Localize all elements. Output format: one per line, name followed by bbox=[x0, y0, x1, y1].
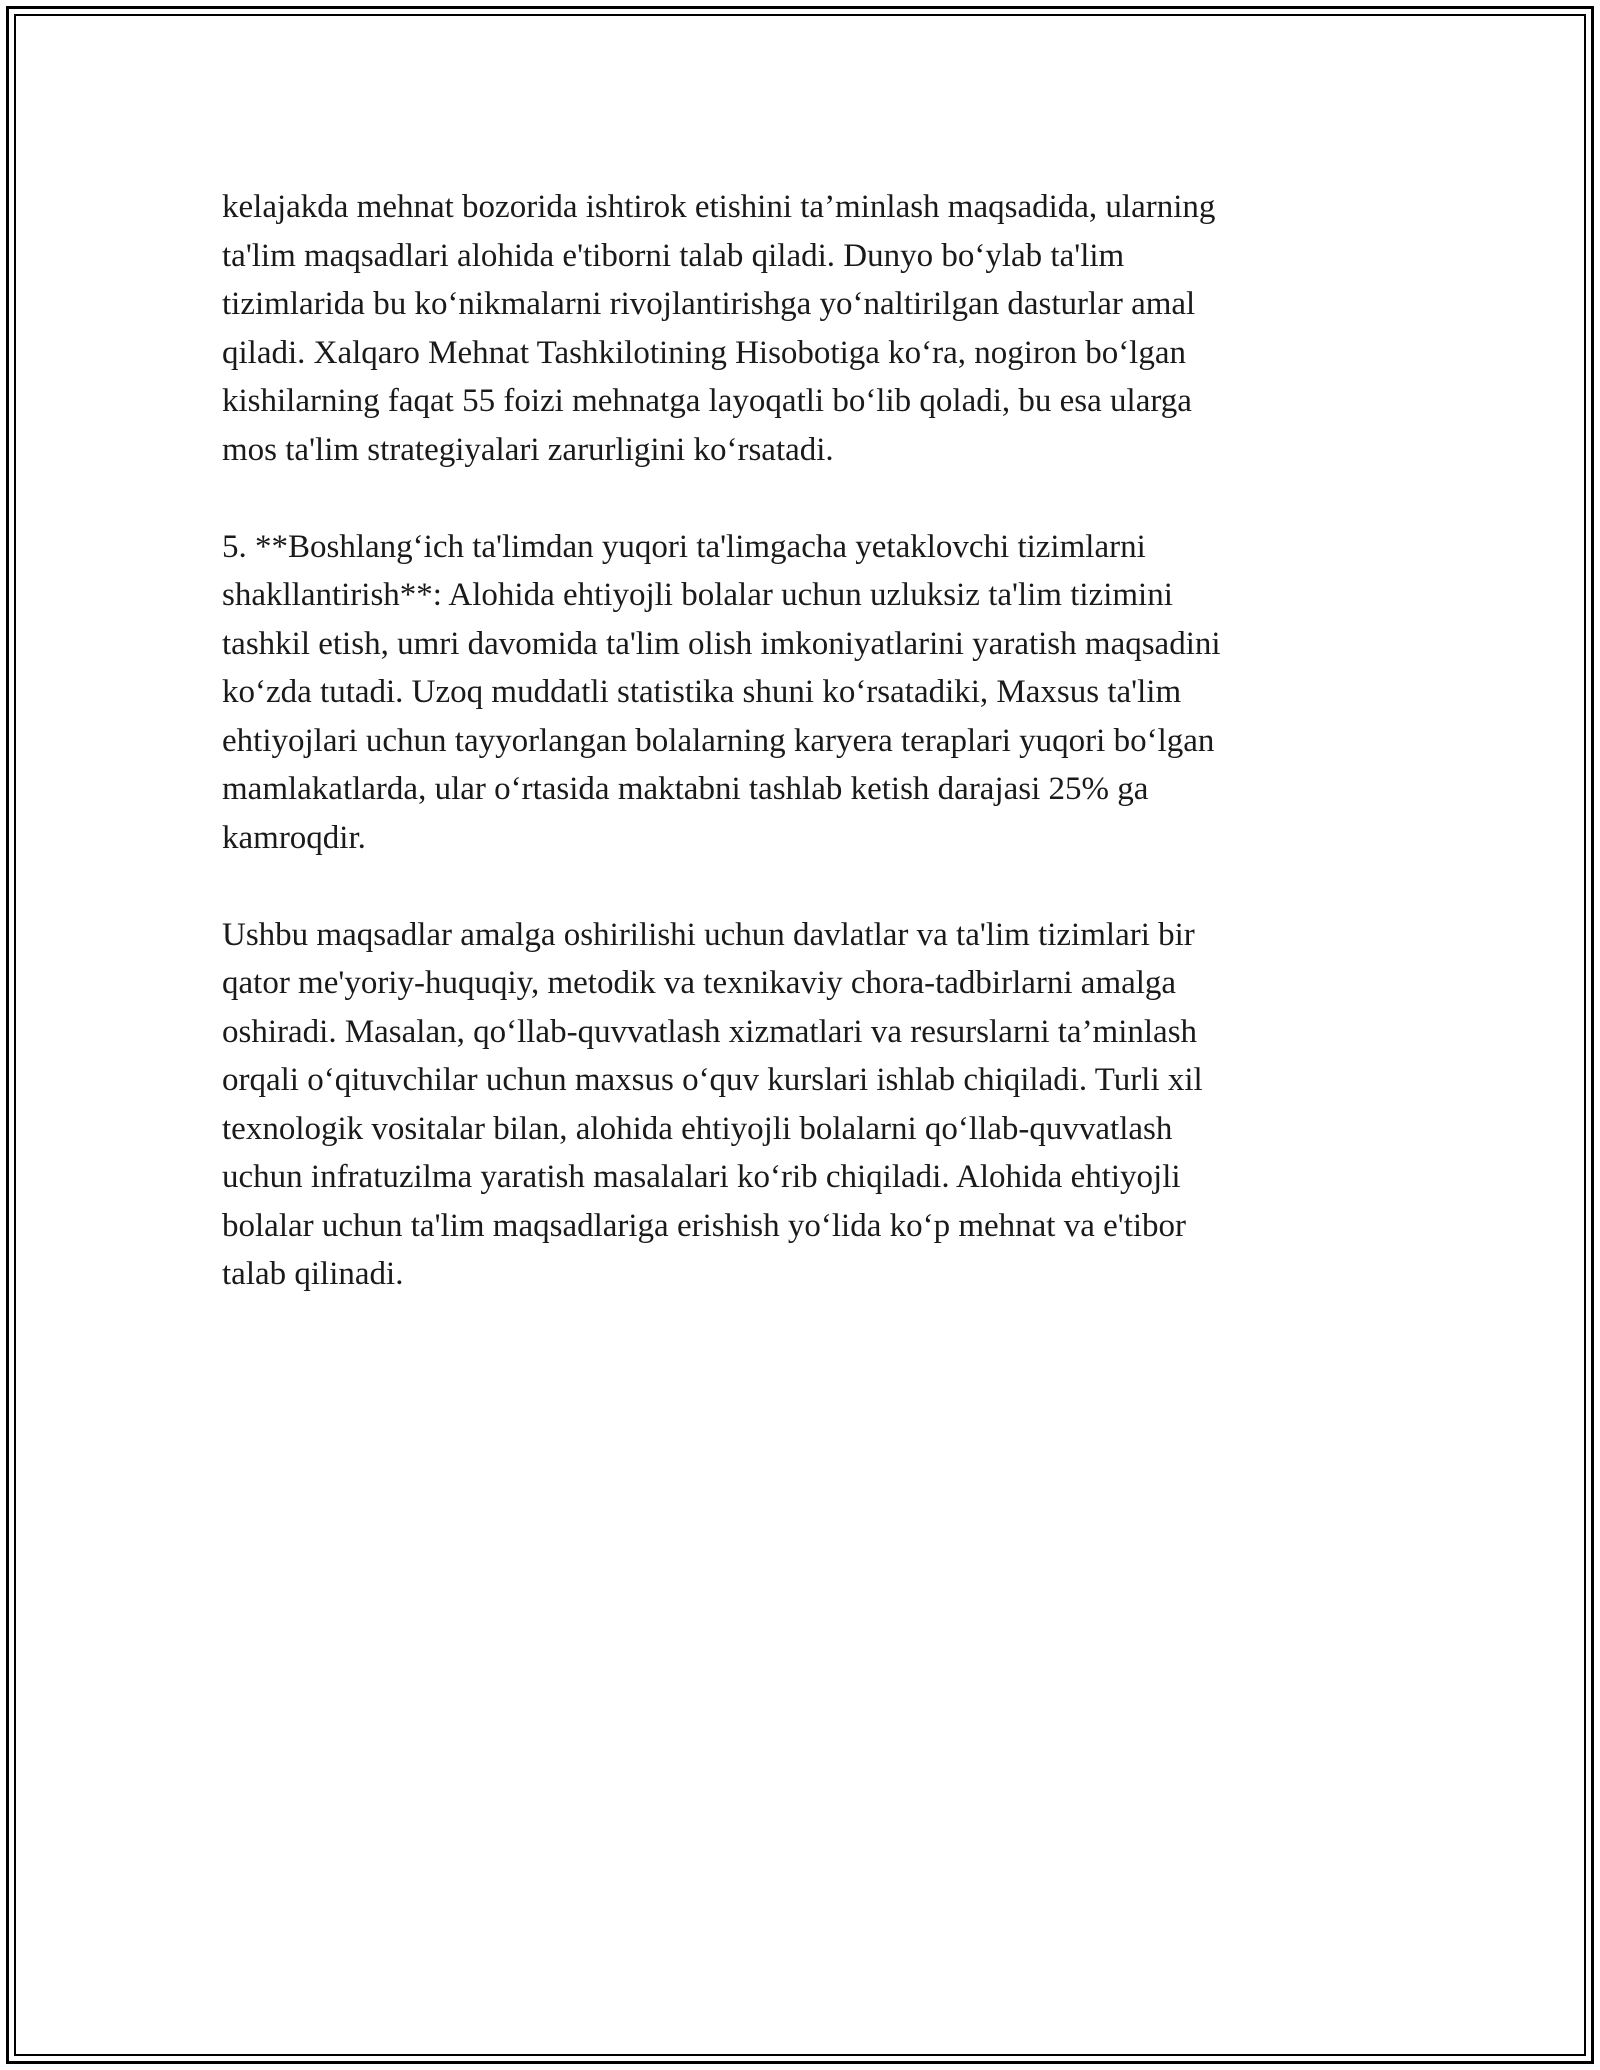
document-body bbox=[222, 183, 1372, 1347]
paragraph-implementation-measures: Ushbu maqsadlar amalga oshirilishi uchun davlatlar va ta'lim tizimlari bir qator me'yoriy-huquqiy, metodik va texnikaviy chora-tadbirlarni amalga oshiradi. Masalan, qo‘llab-quvvatlash xizmatlari va resurslarni ta’minlash orqali o‘qituvchilar uchun maxsus o‘quv kurslari ishlab chiqiladi. Turli xil texnologik vositalar bilan, alohida ehtiyojli bolalarni qo‘llab-quvvatlash uchun infratuzilma yaratish masalalari ko‘rib chiqiladi. Alohida ehtiyojli bolalar uchun ta'lim maqsadlariga erishish yo‘lida ko‘p mehnat va e'tibor talab qilinadi. bbox=[222, 916, 1203, 1292]
paragraph-continuous-education-systems: 5. **Boshlang‘ich ta'limdan yuqori ta'limgacha yetaklovchi tizimlarni shakllantirish**: Alohida ehtiyojli bolalar uchun uzluksiz ta'lim tizimini tashkil etish, umri davomida ta'lim olish imkoniyatlarini yaratish maqsadini ko‘zda tutadi. Uzoq muddatli statistika shuni ko‘rsatadiki, Maxsus ta'lim ehtiyojlari uchun tayyorlangan bolalarning karyera teraplari yuqori bo‘lgan mamlakatlarda, ular o‘rtasida maktabni tashlab ketish darajasi 25% ga kamroqdir. bbox=[222, 528, 1221, 856]
paragraph-employment-goals: kelajakda mehnat bozorida ishtirok etishini ta’minlash maqsadida, ularning ta'lim maqsadlari alohida e'tiborni talab qiladi. Dunyo bo‘ylab ta'lim tizimlarida bu ko‘nikmalarni rivojlantirishga yo‘naltirilgan dasturlar amal qiladi. Xalqaro Mehnat Tashkilotining Hisobotiga ko‘ra, nogiron bo‘lgan kishilarning faqat 55 foizi mehnatga layoqatli bo‘lib qoladi, bu esa ularga mos ta'lim strategiyalari zarurligini ko‘rsatadi. bbox=[222, 189, 1216, 468]
